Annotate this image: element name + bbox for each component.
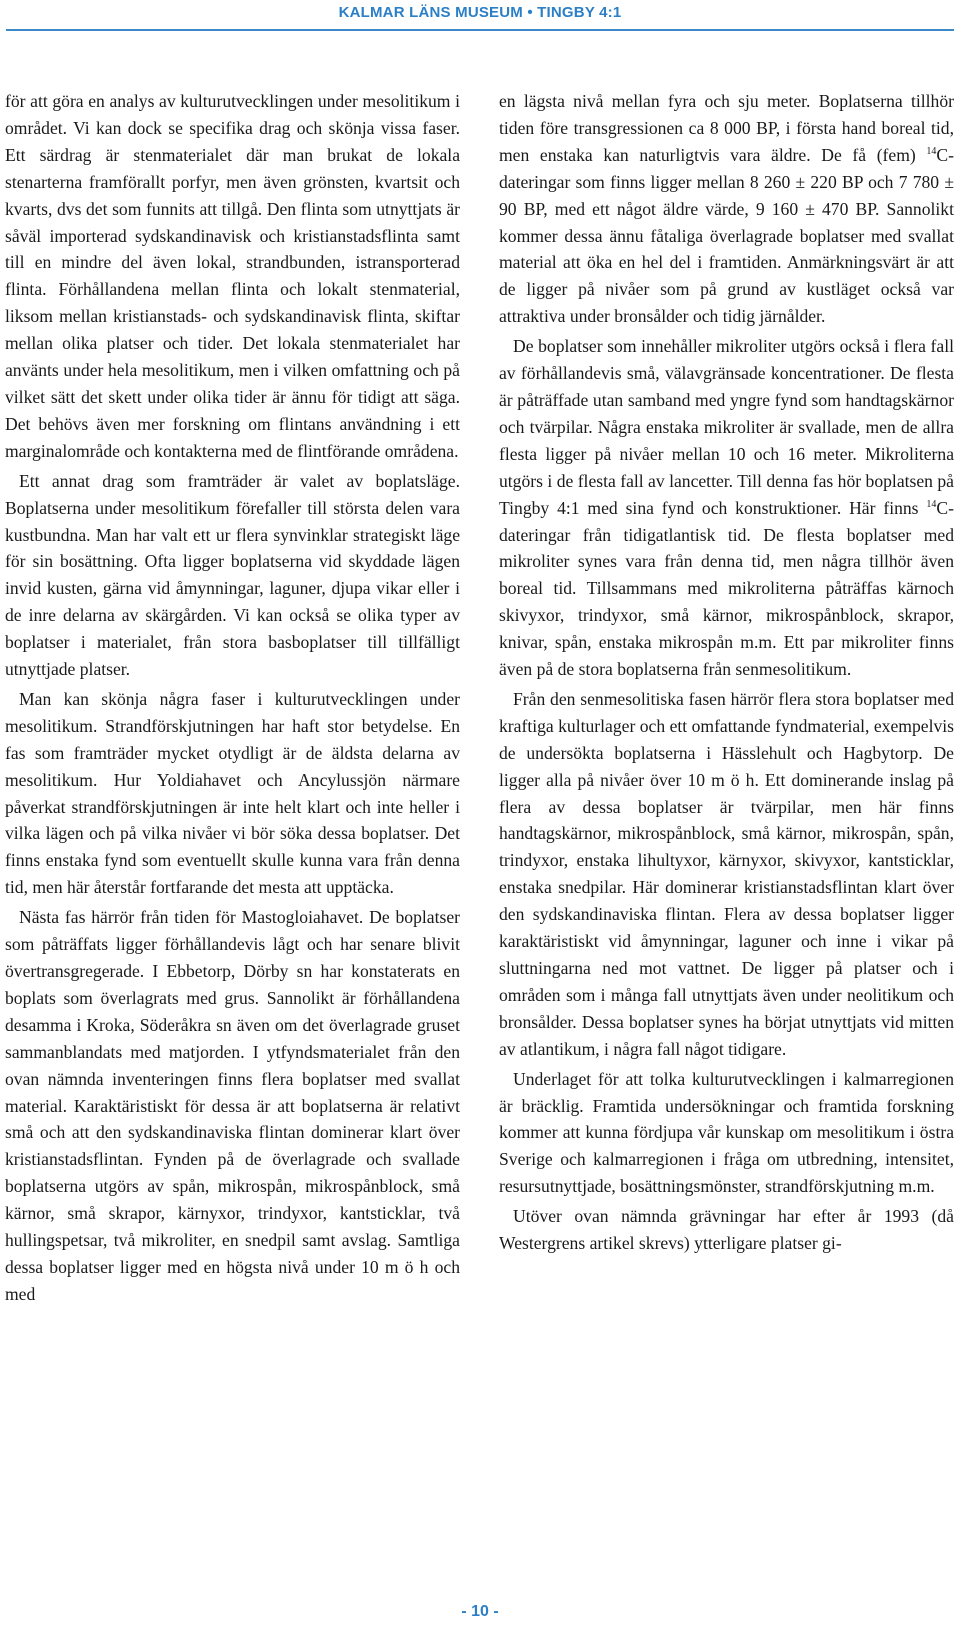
paragraph — [499, 88, 954, 330]
text-run: De boplatser som innehåller mikroliter utgörs också i flera fall av förhållandevis små, välavgränsade koncentrationer. De flesta är påträffade utan samband med yngre fynd som handtagskärnor och tvärpilar. Några enstaka mikroliter är svallade, men de allra flesta ligger på nivåer mellan 10 och 16 meter. Mikroliterna utgörs i de flesta fall av lancetter. Till denna fas hör boplatsen på Tingby 4:1 med sina fynd och konstruktioner. Här finns — [499, 336, 954, 518]
paragraph: Nästa fas härrör från tiden för Mastogloiahavet. De boplatser som påträffats ligger förhållandevis lågt och har senare blivit övertransgregerade. I Ebbetorp, Dörby sn har konstaterats en boplats som överlagrats med grus. Sannolikt är förhållandena desamma i Kroka, Söderåkra sn även om det överlagrade gruset sammanblandats med matjorden. I ytfyndsmaterialet från den ovan nämnda inventeringen finns flera boplatser med svallat material. Karaktäristiskt för dessa är att boplatserna är relativt små och att den sydskandinaviska flintan dominerar klart över kristianstadsflintan. Fynden på de överlagrade och svallade boplatserna utgörs av spån, mikrospån, mikrospånblock, små kärnor, små skrapor, kärnyxor, trindyxor, kantsticklar, två hullingspetsar, två mikroliter, en snedpil samt avslag. Samtliga dessa boplatser ligger med en högsta nivå under 10 m ö h och med — [5, 907, 460, 1304]
isotope-superscript: 14 — [926, 498, 937, 510]
paragraph: Man kan skönja några faser i kulturutvecklingen under mesolitikum. Strandförskjutningen har haft stor betydelse. En fas som framträder mycket otydligt är de äldsta delarna av mesolitikum. Hur Yoldiahavet och Ancylussjön närmare påverkat strandförskjutningen är inte helt klart och inte heller i vilka lägen och på vilka nivåer vi bör söka dessa boplatser. Det finns enstaka fynd som eventuellt skulle kunna vara från denna tid, men här återstår fortfarande det mesta att upptäcka. — [5, 688, 460, 898]
paragraph: Underlaget för att tolka kulturutvecklingen i kalmarregionen är bräcklig. Framtida undersökningar och framtida forskning kommer att kunna fördjupa vår kunskap om mesolitikum i östra Sverige och kalmarregionen i fråga om utbredning, intensitet, resursutnyttjade, bosättningsmönster, strandförskjutning m.m. — [499, 1068, 954, 1197]
text-run: C-dateringar från tidigatlantisk tid. De flesta boplatser med mikroliter synes vara från denna tid, men några tillhör även boreal tid. Tillsammans med mikroliterna påträffas kärnoch skivyxor, trindyxor, små kärnor, mikrospånblock, skrapor, knivar, spån, enstaka mikrospån m.m. Ett par mikroliter finns även på de stora boplatserna från senmesolitikum. — [499, 497, 954, 680]
paragraph — [499, 333, 954, 683]
right-column — [499, 88, 954, 1257]
paragraph: Från den senmesolitiska fasen härrör flera stora boplatser med kraftiga kulturlager och ett omfattande fyndmaterial, exempelvis de undersökta boplatserna i Hässlehult och Hagbytorp. De ligger alla på nivåer över 10 m ö h. Ett dominerande inslag på flera av dessa boplatser är tvärpilar, men här finns handtagskärnor, mikrospånblock, små kärnor, mikrospån, spån, trindyxor, enstaka lihultyxor, kärnyxor, skivyxor, kantsticklar, enstaka snedpilar. Här dominerar kristianstadsflintan klart över den sydskandinaviska flintan. Flera av dessa boplatser ligger karaktäristiskt vid åmynningar, laguner och inne i vikar på sluttningarna ned mot vattnet. De ligger på platser och i områden som i många fall utnyttjats även under neolitikum och bronsålder. Dessa boplatser synes ha börjat utnyttjats vid mitten av atlantikum, i några fall något tidigare. — [499, 688, 954, 1059]
page-number: - 10 - — [461, 1603, 499, 1620]
paragraph: Ett annat drag som framträder är valet av boplatsläge. Boplatserna under mesolitikum förefaller till största delen vara kustbundna. Man har valt ett ur flera synvinklar strategiskt läge för sin bosättning. Ofta ligger boplatserna vid skyddade lägen invid kusten, gärna vid åmynningar, laguner, djupa vikar eller i de inre delarna av skärgården. Vi kan också se olika typer av boplatser i materialet, från stora basboplatser till tillfälligt utnyttjade platser. — [5, 470, 460, 680]
left-column — [5, 88, 460, 1308]
running-header: KALMAR LÄNS MUSEUM • TINGBY 4:1 — [338, 4, 622, 21]
paragraph: Utöver ovan nämnda grävningar har efter år 1993 (då Westergrens artikel skrevs) ytterligare platser gi- — [499, 1206, 954, 1254]
text-run: C-dateringar som finns ligger mellan 8 260 ± 220 BP och 7 780 ± 90 BP, med ett något äldre värde, 9 160 ± 470 BP. Sannolikt kommer dessa ännu fåtaliga överlagrade boplatser med svallat material att öka en hel del i framtiden. Anmärkningsvärt är att de ligger på nivåer som på grund av kustläget också var attraktiva under bronsålder och tidig järnålder. — [499, 144, 954, 327]
header-rule — [6, 29, 954, 31]
text-run: en lägsta nivå mellan fyra och sju meter. Boplatserna tillhör tiden före transgressionen ca 8 000 BP, i första hand boreal tid, men enstaka kan naturligtvis vara äldre. De få (fem) — [499, 91, 954, 165]
paragraph: för att göra en analys av kulturutvecklingen under mesolitikum i området. Vi kan dock se specifika drag och skönja vissa faser. Ett särdrag är stenmaterialet där man brukat de lokala stenarterna framförallt porfyr, men även grönsten, kvartsit och kvarts, dvs det som funnits att tillgå. Den flinta som utnyttjats är såväl importerad sydskandinavisk och kristianstadsflinta samt till en mindre del även lokal, strandbunden, istransporterad flinta. Förhållandena mellan flinta och lokalt stenmaterial, liksom mellan kristianstads- och sydskandinavisk flinta, skiftar mellan olika platser och tider. Det lokala stenmaterialet har använts under hela mesolitikum, men i vilken omfattning och på vilket sätt det skett under olika tider är ännu för tidigt att säga. Det behövs även mer forskning om flintans användning i ett marginalområde och kontakterna med de flintförande områdena. — [5, 91, 460, 461]
isotope-superscript: 14 — [926, 145, 937, 157]
